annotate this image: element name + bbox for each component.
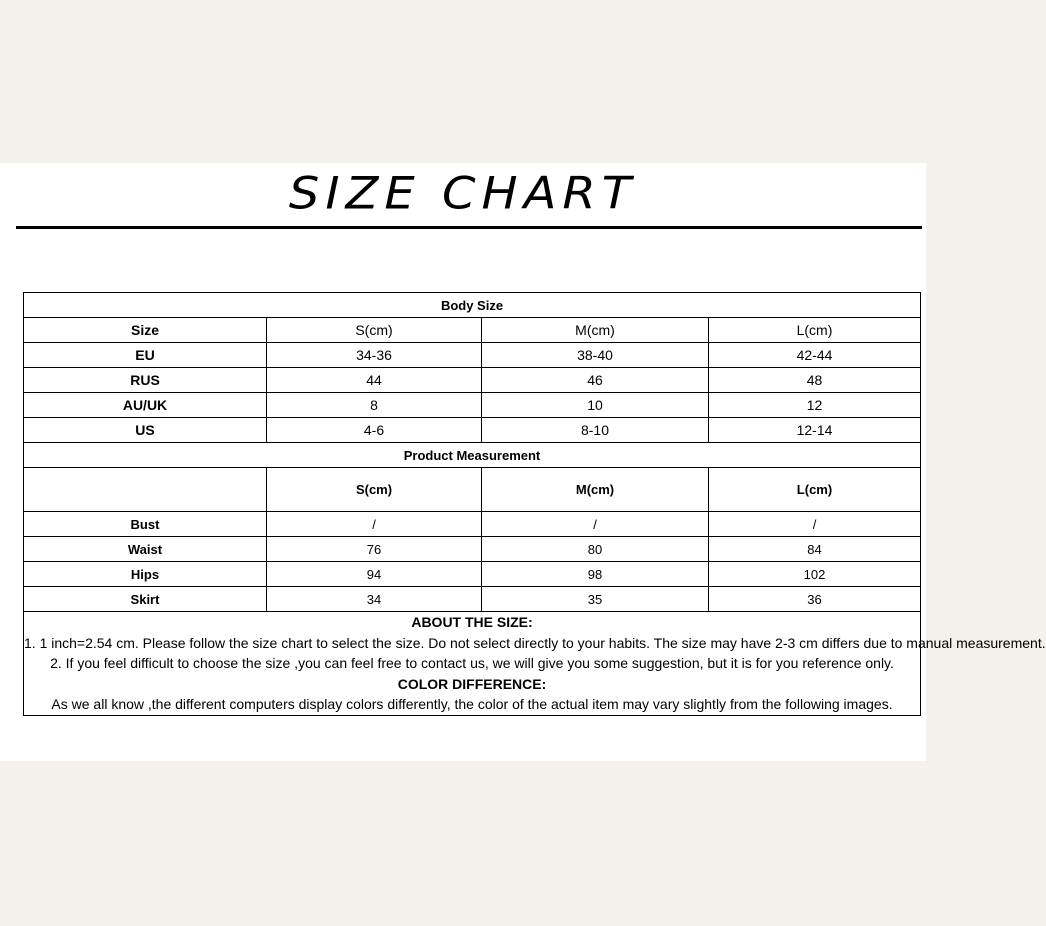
row-label: EU (24, 343, 267, 368)
notes-cell (24, 612, 1046, 716)
column-header: L(cm) (709, 318, 921, 343)
color-difference-note: As we all know ,the different computers display colors differently, the color of the actual item may vary slightly from the following images. (51, 696, 893, 713)
page-title: SIZE CHART (288, 168, 638, 220)
column-header: S(cm) (267, 318, 482, 343)
table-cell: / (482, 512, 709, 537)
table-cell: 38-40 (482, 343, 709, 368)
table-cell: 98 (482, 562, 709, 587)
column-header: S(cm) (267, 468, 482, 512)
column-header: Size (24, 318, 267, 343)
table-cell: 8-10 (482, 418, 709, 443)
row-label: US (24, 418, 267, 443)
table-cell: 8 (267, 393, 482, 418)
column-header: L(cm) (709, 468, 921, 512)
table-cell: 34-36 (267, 343, 482, 368)
row-label: Skirt (24, 587, 267, 612)
table-cell: / (267, 512, 482, 537)
body-size-heading-row (24, 293, 921, 318)
body-size-heading: Body Size (24, 293, 921, 318)
row-label: RUS (24, 368, 267, 393)
table-cell: 44 (267, 368, 482, 393)
table-cell: 48 (709, 368, 921, 393)
table-cell: 84 (709, 537, 921, 562)
table-cell: 46 (482, 368, 709, 393)
column-header (24, 468, 267, 512)
column-header: M(cm) (482, 468, 709, 512)
table-row (24, 512, 921, 537)
table-cell: 10 (482, 393, 709, 418)
table-cell: 12 (709, 393, 921, 418)
row-label: Hips (24, 562, 267, 587)
table-row (24, 587, 921, 612)
body-size-header-row (24, 318, 921, 343)
table-cell: 80 (482, 537, 709, 562)
table-cell: 42-44 (709, 343, 921, 368)
table-row (24, 343, 921, 368)
row-label: AU/UK (24, 393, 267, 418)
table-cell: 34 (267, 587, 482, 612)
row-label: Waist (24, 537, 267, 562)
table-row (24, 393, 921, 418)
table-cell: 94 (267, 562, 482, 587)
table-cell: 4-6 (267, 418, 482, 443)
size-chart-table (23, 292, 1046, 716)
table-cell: 76 (267, 537, 482, 562)
notes-row (24, 612, 921, 716)
table-row (24, 368, 921, 393)
table-cell: 36 (709, 587, 921, 612)
about-size-note-1: 1. 1 inch=2.54 cm. Please follow the size chart to select the size. Do not select directly to your habits. The size may have 2-3 cm differs due to manual measurement. (24, 634, 1046, 651)
table-cell: 102 (709, 562, 921, 587)
table-row (24, 537, 921, 562)
product-measurement-heading-row (24, 443, 921, 468)
table-row (24, 418, 921, 443)
about-size-heading: ABOUT THE SIZE: (411, 614, 533, 630)
color-difference-heading: COLOR DIFFERENCE: (397, 675, 547, 692)
table-cell: 35 (482, 587, 709, 612)
product-measurement-header-row (24, 468, 921, 512)
about-size-note-2: 2. If you feel difficult to choose the size ,you can feel free to contact us, we will give you some suggestion, but it is for you reference only. (50, 655, 894, 672)
row-label: Bust (24, 512, 267, 537)
column-header: M(cm) (482, 318, 709, 343)
table-cell: 12-14 (709, 418, 921, 443)
table-cell: / (709, 512, 921, 537)
title-divider (16, 226, 922, 229)
table-row (24, 562, 921, 587)
product-measurement-heading: Product Measurement (24, 443, 921, 468)
